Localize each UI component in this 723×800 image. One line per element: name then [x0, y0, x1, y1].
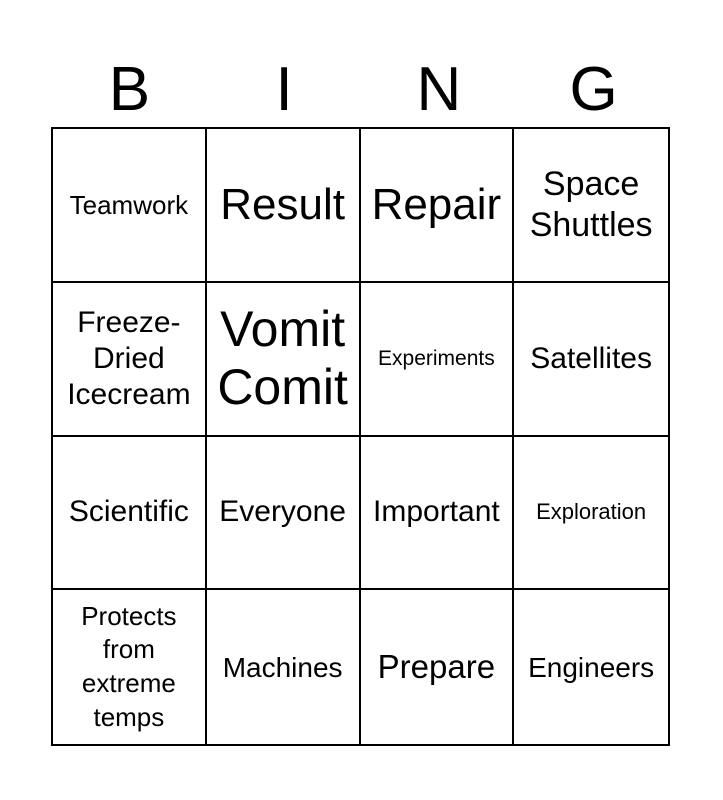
bingo-cell[interactable] — [207, 437, 361, 591]
bingo-cell[interactable] — [361, 437, 515, 591]
bingo-cell-text: Important — [373, 495, 500, 529]
bingo-cell[interactable] — [514, 283, 668, 437]
bingo-cell-text: Exploration — [536, 499, 647, 525]
header-letter-n: N — [416, 55, 462, 124]
bingo-cell-text: Repair — [371, 179, 502, 229]
header-letter-b: B — [108, 55, 151, 124]
header-letter-g: G — [569, 55, 618, 124]
bingo-cell[interactable] — [361, 590, 515, 744]
bingo-cell-text: Vomit Comit — [217, 301, 348, 415]
bingo-cell-text: Engineers — [528, 651, 655, 683]
bingo-cell-text: Satellites — [530, 341, 652, 375]
bingo-cell-text: Experiments — [378, 347, 495, 371]
bingo-cell[interactable] — [207, 283, 361, 437]
bingo-cell-text: Result — [220, 179, 345, 229]
bingo-cell[interactable] — [514, 590, 668, 744]
bingo-cell-text: Protects from extreme temps — [81, 600, 177, 732]
bingo-cell-text: Teamwork — [69, 189, 189, 220]
bingo-cell[interactable] — [514, 129, 668, 283]
header-letter-i: I — [275, 55, 293, 124]
bingo-cell[interactable] — [207, 129, 361, 283]
bingo-cell[interactable] — [361, 283, 515, 437]
bingo-cell[interactable] — [514, 437, 668, 591]
bingo-cell-text: Scientific — [68, 495, 189, 529]
bingo-cell-text: Prepare — [377, 648, 496, 686]
bingo-cell[interactable] — [361, 129, 515, 283]
bingo-cell[interactable] — [53, 437, 207, 591]
bingo-cell-text: Everyone — [219, 495, 346, 529]
bingo-card-grid — [51, 127, 670, 746]
bingo-cell-text: Machines — [222, 651, 343, 683]
bingo-cell-text: Space Shuttles — [529, 165, 653, 244]
bingo-cell[interactable] — [53, 590, 207, 744]
bingo-cell[interactable] — [207, 590, 361, 744]
bingo-cell[interactable] — [53, 283, 207, 437]
bingo-cell[interactable] — [53, 129, 207, 283]
bingo-header — [52, 52, 671, 128]
bingo-cell-text: Freeze-Dried Icecream — [67, 305, 191, 411]
